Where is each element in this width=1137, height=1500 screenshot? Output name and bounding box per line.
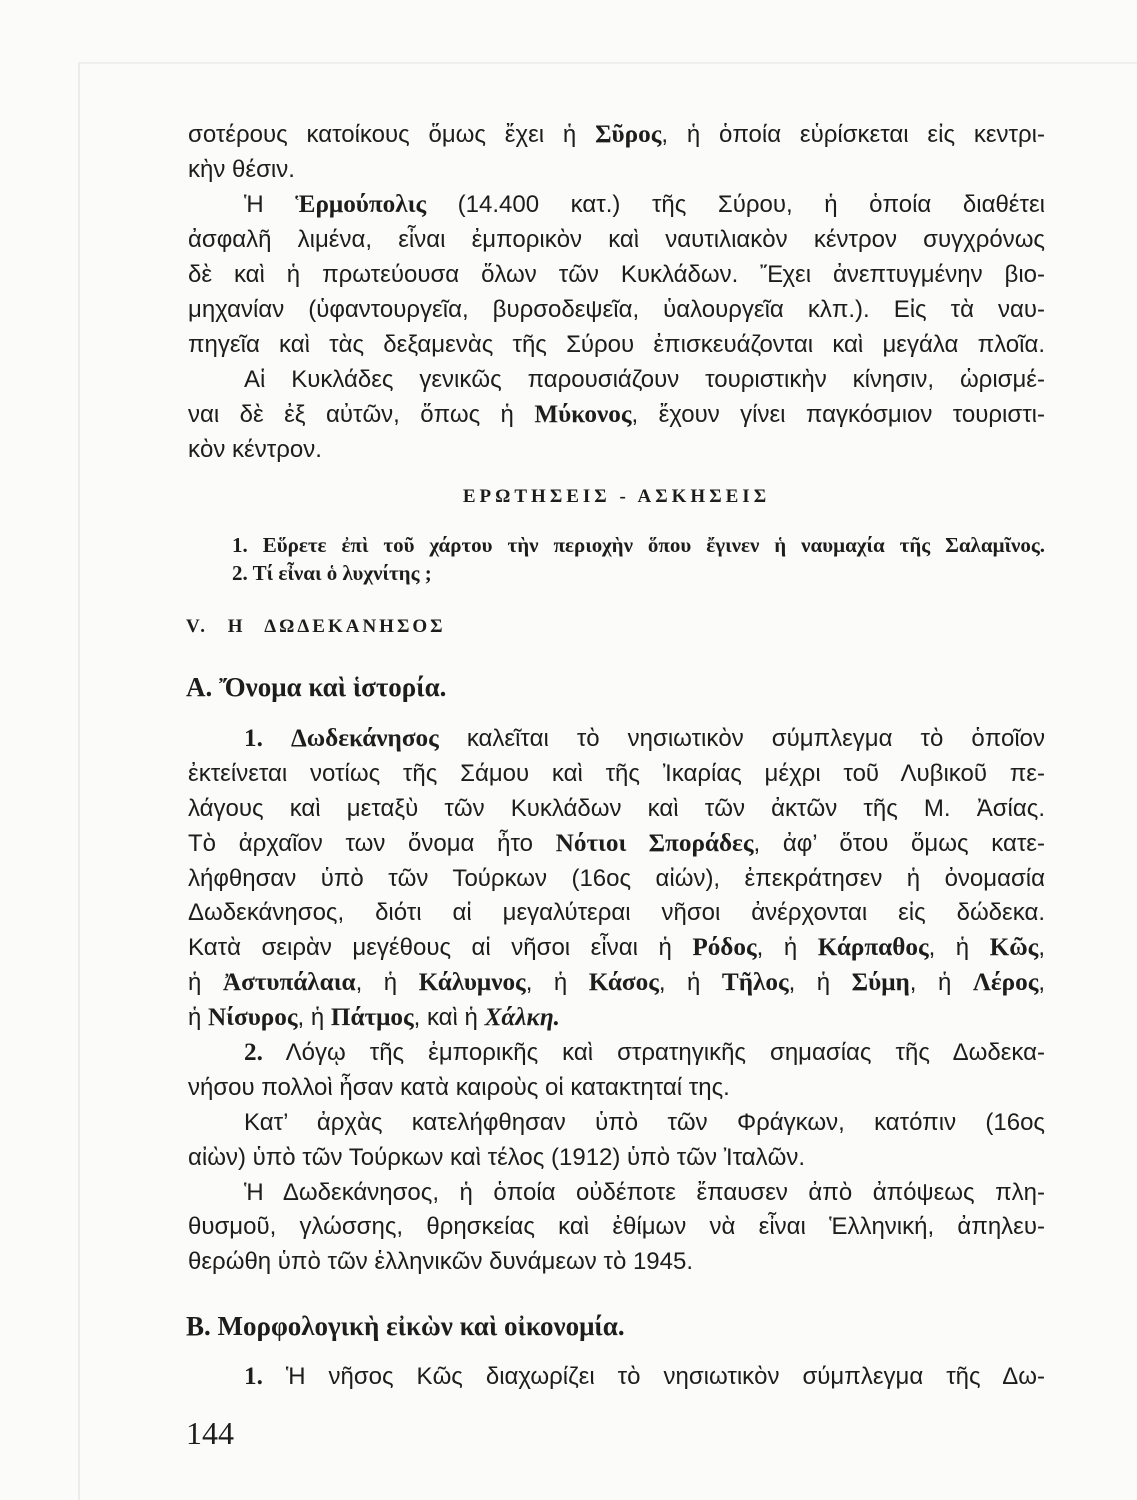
text-run: , ἡ (658, 969, 722, 997)
text-run: πηγεῖα καὶ τὰς δεξαμενὰς τῆς Σύρου ἐπισκευάζονται καὶ μεγάλα πλοῖα. (188, 331, 1045, 358)
text-line (188, 1210, 1045, 1245)
text-run: αἰὼν) ὑπὸ τῶν Τούρκων καὶ τέλος (1912) ὑπὸ τῶν Ἰταλῶν. (188, 1143, 806, 1171)
text-run: ναι δὲ ἐξ αὐτῶν, ὅπως ἡ (188, 401, 535, 428)
intro-text (188, 117, 1045, 467)
text-run: καλεῖται τὸ νησιωτικὸν σύμπλεγμα τὸ ὁποῖον (438, 725, 1046, 752)
text-run: , ἡ (788, 969, 852, 997)
paragraph-kos (188, 1359, 1045, 1394)
text-line (188, 362, 1045, 397)
text-run: κὴν θέσιν. (188, 156, 295, 183)
question-text: Εὕρετε ἐπὶ τοῦ χάρτου τὴν περιοχὴν ὅπου ἔγινεν ἡ ναυμαχία τῆς Σαλαμῖνος. (262, 533, 1046, 557)
text-run: Ἡ Δωδεκάνησος, ἡ ὁποία οὐδέποτε ἔπαυσεν ἀπὸ ἀπόψεως πλη- (244, 1178, 1045, 1206)
text-run: ἡ (188, 1004, 209, 1032)
bold-term: Μύκονος (534, 401, 632, 428)
question-1 (232, 532, 1045, 558)
text-line (188, 1106, 1045, 1141)
text-run: ἐκτείνεται νοτίως τῆς Σάμου καὶ τῆς Ἰκαρίας μέχρι τοῦ Λυβικοῦ πε- (188, 759, 1045, 787)
paragraph-syros-continued (188, 117, 1045, 187)
text-run: λήφθησαν ὑπὸ τῶν Τούρκων (16ος αἰών), ἐπεκράτησεν ἡ ὀνομασία (188, 864, 1045, 892)
text-line (188, 1359, 1045, 1394)
subsection-b-text (188, 1359, 1045, 1394)
text-run: Δωδεκάνησος, διότι αἱ μεγαλύτεραι νῆσοι ἀνέρχονται εἰς δώδεκα. (188, 899, 1045, 927)
text-line (188, 966, 1045, 1001)
text-line (188, 1176, 1045, 1211)
bold-term: 1. (244, 1363, 263, 1390)
bold-term: 1. (244, 725, 263, 752)
text-line (188, 792, 1045, 827)
text-run: , ἡ (909, 969, 973, 997)
bold-term: Λέρος (972, 969, 1039, 997)
paragraph-liberation (188, 1176, 1045, 1281)
bold-term: Κάσος (588, 969, 659, 997)
text-line (188, 117, 1045, 152)
text-run: Ἡ (244, 191, 296, 218)
text-run: λάγους καὶ μεταξὺ τῶν Κυκλάδων καὶ τῶν ἀκτῶν τῆς Μ. Ἀσίας. (188, 794, 1045, 822)
text-run: Τὸ ἀρχαῖον των ὄνομα ἦτο (188, 829, 556, 857)
bold-term: Τῆλος (721, 969, 789, 997)
text-run: , ἡ (756, 934, 818, 962)
text-line (188, 722, 1045, 757)
bold-term: Δωδεκάνησος (290, 725, 439, 752)
text-run: ἀσφαλῆ λιμένα, εἶναι ἐμπορικὸν καὶ ναυτιλιακὸν κέντρον συγχρόνως (188, 226, 1045, 253)
text-line (188, 931, 1045, 966)
text-run: δὲ καὶ ἡ πρωτεύουσα ὅλων τῶν Κυκλάδων. Ἔχει ἀνεπτυγμένην βιο- (188, 261, 1045, 288)
bold-term: 2. (244, 1039, 263, 1067)
text-run: , ἀφ’ ὅτου ὅμως κατε- (753, 829, 1045, 857)
text-run: σοτέρους κατοίκους ὅμως ἔχει ἡ (188, 121, 596, 148)
bold-term: Ἀστυπάλαια (222, 969, 356, 997)
bold-term: Νότιοι Σποράδες (555, 829, 754, 857)
paragraph-occupation-history (188, 1106, 1045, 1176)
text-line (188, 757, 1045, 792)
bold-term: Κάρπαθος (817, 934, 929, 962)
text-run: (14.400 κατ.) τῆς Σύρου, ἡ ὁποία διαθέτει (426, 191, 1046, 218)
text-run: , καὶ ἡ (413, 1004, 485, 1032)
text-run: , ἡ (355, 969, 419, 997)
text-run: Κατὰ σειρὰν μεγέθους αἱ νῆσοι εἶναι ἡ (188, 934, 693, 962)
text-line (188, 152, 1045, 187)
text-line (188, 222, 1045, 257)
text-run: , (1038, 969, 1046, 997)
bold-term: Σῦρος (595, 121, 662, 148)
text-line (188, 1001, 1045, 1036)
text-run: , ἔχουν γίνει παγκόσμιον τουριστι- (631, 401, 1046, 428)
text-run: , ἡ (297, 1004, 331, 1032)
bold-term: Κάλυμνος (418, 969, 526, 997)
bold-term: Νίσυρος (208, 1004, 298, 1032)
text-line (188, 187, 1045, 222)
text-run: νήσου πολλοὶ ἦσαν κατὰ καιροὺς οἱ κατακτηταί της. (188, 1073, 730, 1101)
text-run: Ἡ νῆσος Κῶς διαχωρίζει τὸ νησιωτικὸν σύμπλεγμα τῆς Δω- (262, 1363, 1045, 1390)
text-line (188, 432, 1045, 467)
text-run: , ἡ (928, 934, 990, 962)
text-run: , ἡ ὁποία εὑρίσκεται εἰς κεντρι- (661, 121, 1045, 148)
bold-term: Χάλκη. (484, 1004, 560, 1032)
text-run (263, 725, 291, 752)
question-2 (232, 560, 432, 586)
subsection-a-title: Α. Ὄνομα καὶ ἱστορία. (186, 672, 447, 702)
text-line (188, 1036, 1045, 1071)
text-run: Λόγῳ τῆς ἐμπορικῆς καὶ στρατηγικῆς σημασίας τῆς Δωδεκα- (262, 1039, 1045, 1067)
text-line (188, 1071, 1045, 1106)
bold-term: Σύμη (851, 969, 910, 997)
text-line (188, 827, 1045, 862)
question-number: 1. (232, 533, 248, 557)
text-run: κὸν κέντρον. (188, 436, 322, 463)
text-line (188, 1245, 1045, 1280)
section-title-dodecanese: V. Η ΔΩΔΕΚΑΝΗΣΟΣ (186, 616, 446, 637)
text-line (188, 896, 1045, 931)
paragraph-dodecanese-name (188, 722, 1045, 1036)
question-number: 2. (232, 561, 248, 585)
text-line (188, 327, 1045, 362)
text-run: θυσμοῦ, γλώσσης, θρησκείας καὶ ἐθίμων νὰ εἶναι Ἑλληνική, ἀπηλευ- (188, 1213, 1045, 1241)
text-run: Κατ’ ἀρχὰς κατελήφθησαν ὑπὸ τῶν Φράγκων, κατόπιν (16ος (244, 1108, 1045, 1136)
text-run: ἡ (188, 969, 223, 997)
text-run: Αἱ Κυκλάδες γενικῶς παρουσιάζουν τουριστικὴν κίνησιν, ὡρισμέ- (244, 366, 1045, 393)
paragraph-cyclades-tourism (188, 362, 1045, 467)
text-line (188, 257, 1045, 292)
text-run: , (1038, 934, 1045, 962)
subsection-b-title: Β. Μορφολογικὴ εἰκὼν καὶ οἰκονομία. (186, 1311, 625, 1341)
bold-term: Ἑρμούπολις (295, 191, 427, 218)
bold-term: Ρόδος (692, 934, 757, 962)
text-run: μηχανίαν (ὑφαντουργεῖα, βυρσοδεψεῖα, ὑαλουργεῖα κλπ.). Εἰς τὰ ναυ- (188, 296, 1045, 323)
bold-term: Κῶς (989, 934, 1039, 962)
page-number: 144 (186, 1415, 234, 1451)
text-line (188, 397, 1045, 432)
exercises-heading: ΕΡΩΤΗΣΕΙΣ - ΑΣΚΗΣΕΙΣ (462, 486, 771, 507)
text-line (188, 292, 1045, 327)
text-run: θερώθη ὑπὸ τῶν ἑλληνικῶν δυνάμεων τὸ 1945. (188, 1248, 694, 1276)
bold-term: Πάτμος (330, 1004, 414, 1032)
question-text: Τί εἶναι ὁ λυχνίτης ; (252, 561, 432, 585)
paragraph-ermoupolis (188, 187, 1045, 362)
paragraph-conquerors (188, 1036, 1045, 1106)
text-line (188, 1141, 1045, 1176)
subsection-a-text (188, 722, 1045, 1280)
text-run: , ἡ (525, 969, 589, 997)
text-line (188, 862, 1045, 897)
